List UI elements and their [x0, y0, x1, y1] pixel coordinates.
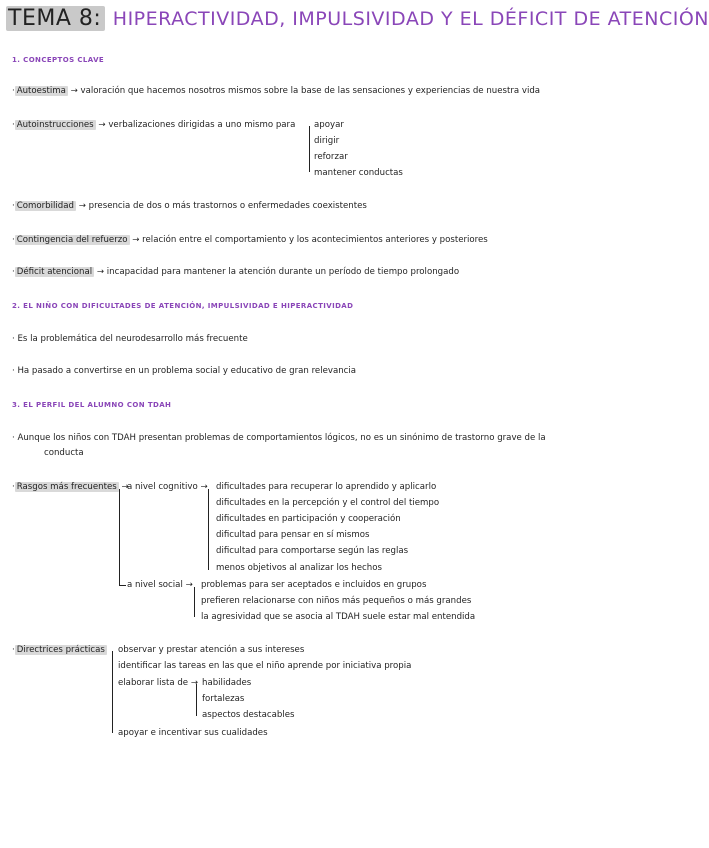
directriz-item: elaborar lista de	[118, 678, 189, 688]
term-rasgos: Rasgos más frecuentes	[16, 482, 117, 492]
cog-label-row	[127, 482, 208, 492]
lista-item: aspectos destacables	[202, 710, 295, 720]
cog-item: menos objetivos al analizar los hechos	[216, 563, 382, 573]
def-contingencia: relación entre el comportamiento y los acontecimientos anteriores y posteriores	[142, 235, 488, 245]
directriz-item: identificar las tareas en las que el niño aprende por iniciativa propia	[118, 661, 412, 671]
arrow-icon: →	[190, 678, 199, 688]
s2-point: · Es la problemática del neurodesarrollo más frecuente	[12, 334, 248, 344]
bracket-line	[208, 489, 209, 570]
directriz-item: observar y prestar atención a sus intereses	[118, 645, 305, 655]
title-prefix: TEMA 8:	[6, 6, 105, 31]
lista-item: habilidades	[202, 678, 252, 688]
concept-deficit: · Déficit atencional → incapacidad para mantener la atención durante un período de tiempo prolongado	[12, 267, 460, 277]
cog-item: dificultad para comportarse según las reglas	[216, 546, 409, 556]
def-autoestima: valoración que hacemos nosotros mismos sobre la base de las sensaciones y experiencias de nuestra vida	[80, 86, 541, 96]
autoinstr-item: reforzar	[314, 152, 348, 162]
lista-item: fortalezas	[202, 694, 245, 704]
arrow-icon: →	[78, 201, 86, 211]
section-2-heading: 2. EL NIÑO CON DIFICULTADES DE ATENCIÓN, IMPULSIVIDAD E HIPERACTIVIDAD	[12, 302, 354, 310]
title-text: HIPERACTIVIDAD, IMPULSIVIDAD Y EL DÉFICIT DE ATENCIÓN	[112, 8, 709, 30]
page-title	[6, 6, 709, 31]
term-directrices: Directrices prácticas	[16, 645, 105, 655]
term-comorbilidad: Comorbilidad	[16, 201, 74, 211]
def-autoinstrucciones: verbalizaciones dirigidas a uno mismo para	[108, 120, 296, 130]
cog-label: a nivel cognitivo	[127, 482, 198, 492]
autoinstr-item: dirigir	[314, 136, 340, 146]
bracket-tick	[119, 585, 126, 586]
cog-item: dificultades en participación y cooperación	[216, 514, 401, 524]
bracket-line	[196, 684, 197, 716]
cog-item: dificultades en la percepción y el control del tiempo	[216, 498, 440, 508]
arrow-icon: →	[185, 580, 193, 590]
directrices-term-row: · Directrices prácticas	[12, 645, 105, 655]
cog-item: dificultad para pensar en sí mismos	[216, 530, 370, 540]
bracket-line	[119, 489, 120, 585]
section-1-heading: 1. CONCEPTOS CLAVE	[12, 56, 105, 64]
s3-intro-line1: · Aunque los niños con TDAH presentan problemas de comportamientos lógicos, no es un sinónimo de trastorno grave de la	[12, 433, 546, 443]
arrow-icon: →	[98, 120, 106, 130]
arrow-icon: →	[200, 482, 208, 492]
directriz-item: apoyar e incentivar sus cualidades	[118, 728, 268, 738]
def-comorbilidad: presencia de dos o más trastornos o enfermedades coexistentes	[88, 201, 367, 211]
concept-autoestima: · Autoestima → valoración que hacemos nosotros mismos sobre la base de las sensaciones y experiencias de nuestra vida	[12, 86, 541, 96]
arrow-icon: →	[96, 267, 105, 277]
s2-point-text: Ha pasado a convertirse en un problema social y educativo de gran relevancia	[17, 366, 357, 376]
bracket-line	[112, 651, 113, 733]
term-autoinstrucciones: Autoinstrucciones	[16, 120, 94, 130]
concept-contingencia: · Contingencia del refuerzo → relación entre el comportamiento y los acontecimientos anteriores y posteriores	[12, 235, 488, 245]
soc-item: prefieren relacionarse con niños más pequeños o más grandes	[201, 596, 472, 606]
soc-label: a nivel social	[127, 580, 183, 590]
section-3-heading: 3. EL PERFIL DEL ALUMNO CON TDAH	[12, 401, 172, 409]
soc-item: la agresividad que se asocia al TDAH suele estar mal entendida	[201, 612, 476, 622]
arrow-icon: →	[121, 482, 129, 492]
autoinstr-item: mantener conductas	[314, 168, 403, 178]
s2-point-text: Es la problemática del neurodesarrollo más frecuente	[17, 334, 248, 344]
autoinstr-item: apoyar	[314, 120, 344, 130]
term-deficit: Déficit atencional	[16, 267, 93, 277]
s2-point: · Ha pasado a convertirse en un problema social y educativo de gran relevancia	[12, 366, 357, 376]
concept-comorbilidad: · Comorbilidad → presencia de dos o más trastornos o enfermedades coexistentes	[12, 201, 367, 211]
term-autoestima: Autoestima	[16, 86, 66, 96]
term-contingencia: Contingencia del refuerzo	[16, 235, 128, 245]
bracket-line	[309, 126, 310, 172]
cog-item: dificultades para recuperar lo aprendido y aplicarlo	[216, 482, 437, 492]
arrow-icon: →	[70, 86, 78, 96]
def-deficit: incapacidad para mantener la atención durante un período de tiempo prolongado	[106, 267, 460, 277]
soc-item: problemas para ser aceptados e incluidos en grupos	[201, 580, 427, 590]
rasgos-term-row: · Rasgos más frecuentes →	[12, 482, 129, 492]
bracket-line	[194, 587, 195, 617]
concept-autoinstrucciones: · Autoinstrucciones → verbalizaciones dirigidas a uno mismo para	[12, 120, 296, 130]
arrow-icon: →	[132, 235, 140, 245]
soc-label-row	[127, 580, 193, 590]
directriz-item-row	[118, 678, 198, 688]
s3-intro-line2: conducta	[44, 448, 84, 458]
s3-intro-text: Aunque los niños con TDAH presentan problemas de comportamientos lógicos, no es un sinónimo de trastorno grave de la	[17, 433, 546, 443]
